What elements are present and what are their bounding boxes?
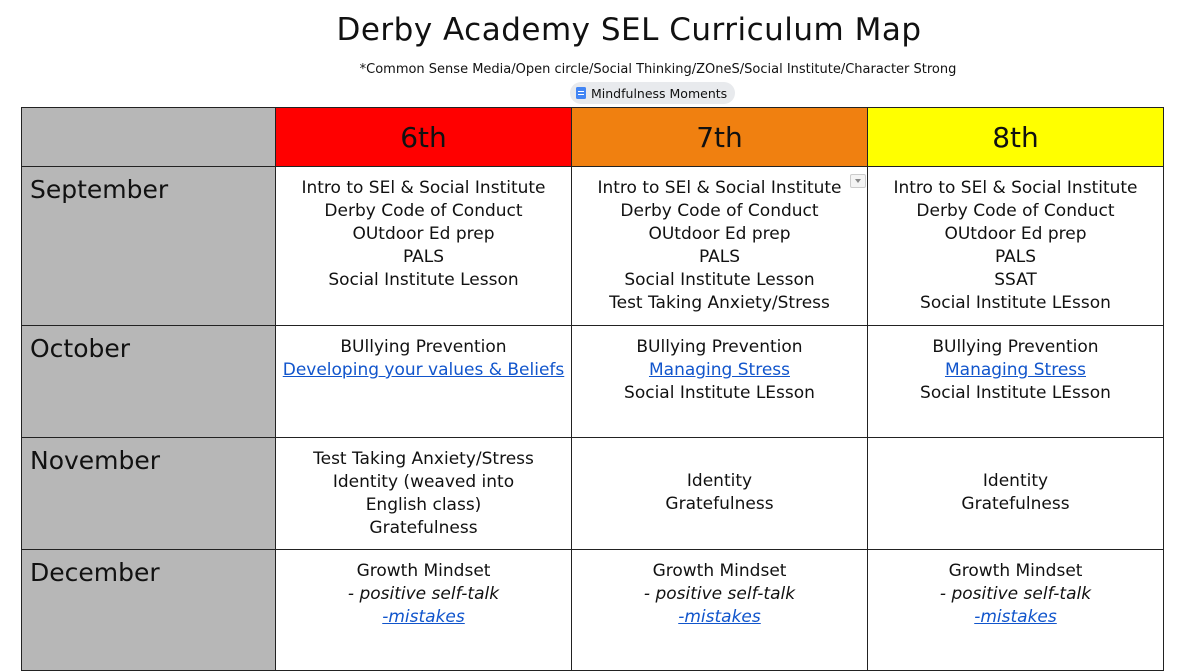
topic: OUtdoor Ed prep xyxy=(352,224,495,244)
header-row xyxy=(22,108,1164,167)
cell-september-8th[interactable] xyxy=(868,167,1164,326)
managing-stress-link[interactable]: Managing Stress xyxy=(648,360,790,380)
topic: Intro to SEl & Social Institute xyxy=(597,178,842,198)
topic: Social Institute LEsson xyxy=(920,383,1111,403)
developing-values-link[interactable]: Developing your values & Beliefs xyxy=(282,360,565,380)
cell-december-7th[interactable] xyxy=(572,550,868,671)
page-title: Derby Academy SEL Curriculum Map xyxy=(336,12,922,48)
topic: OUtdoor Ed prep xyxy=(944,224,1087,244)
corner-cell xyxy=(22,108,276,167)
topic: Gratefulness xyxy=(961,494,1070,514)
topic: Growth Mindset xyxy=(652,561,787,581)
topic: Derby Code of Conduct xyxy=(916,201,1115,221)
topic: Identity xyxy=(686,471,753,491)
topic: Social Institute LEsson xyxy=(920,293,1111,313)
mistakes-link[interactable]: -mistakes xyxy=(974,607,1057,627)
cell-november-6th[interactable] xyxy=(276,438,572,550)
topic: Identity (weaved into English class) xyxy=(332,472,515,515)
mistakes-link[interactable]: -mistakes xyxy=(382,607,465,627)
topic: PALS xyxy=(698,247,741,267)
table-row-september xyxy=(22,167,1164,326)
topic: Gratefulness xyxy=(665,494,774,514)
cell-november-7th[interactable] xyxy=(572,438,868,550)
topic: Test Taking Anxiety/Stress xyxy=(609,293,830,313)
topic: Gratefulness xyxy=(369,518,478,538)
google-doc-icon xyxy=(576,87,586,99)
cell-december-6th[interactable] xyxy=(276,550,572,671)
topic: - positive self-talk xyxy=(347,584,500,604)
chip-label: Mindfulness Moments xyxy=(591,85,728,101)
cell-september-6th[interactable] xyxy=(276,167,572,326)
managing-stress-link[interactable]: Managing Stress xyxy=(944,360,1086,380)
topic: Social Institute LEsson xyxy=(624,383,815,403)
month-cell xyxy=(22,326,276,438)
cell-december-8th[interactable] xyxy=(868,550,1164,671)
cell-november-8th[interactable] xyxy=(868,438,1164,550)
topic: Social Institute Lesson xyxy=(624,270,815,290)
topic: Derby Code of Conduct xyxy=(620,201,819,221)
cell-october-6th[interactable] xyxy=(276,326,572,438)
month-cell xyxy=(22,438,276,550)
month-label: December xyxy=(30,558,160,587)
topic: BUllying Prevention xyxy=(636,337,803,357)
topic: Intro to SEl & Social Institute xyxy=(301,178,546,198)
grade-header-8th: 8th xyxy=(868,108,1164,167)
month-cell xyxy=(22,167,276,326)
mindfulness-moments-chip[interactable] xyxy=(570,82,735,104)
table-row-october xyxy=(22,326,1164,438)
topic: Intro to SEl & Social Institute xyxy=(893,178,1138,198)
topic: Growth Mindset xyxy=(948,561,1083,581)
topic: BUllying Prevention xyxy=(932,337,1099,357)
cell-september-7th[interactable] xyxy=(572,167,868,326)
grade-header-7th: 7th xyxy=(572,108,868,167)
topic: Test Taking Anxiety/Stress xyxy=(313,449,534,469)
table-row-november xyxy=(22,438,1164,550)
topic: PALS xyxy=(402,247,445,267)
curriculum-table xyxy=(21,107,1164,671)
topic: PALS xyxy=(994,247,1037,267)
topic: BUllying Prevention xyxy=(340,337,507,357)
topic: Growth Mindset xyxy=(356,561,491,581)
cell-october-8th[interactable] xyxy=(868,326,1164,438)
topic: - positive self-talk xyxy=(939,584,1092,604)
month-label: October xyxy=(30,334,131,363)
topic: OUtdoor Ed prep xyxy=(648,224,791,244)
month-label: September xyxy=(30,175,169,204)
page-subtitle: *Common Sense Media/Open circle/Social Thinking/ZOneS/Social Institute/Character Strong xyxy=(359,62,957,77)
grade-header-6th: 6th xyxy=(276,108,572,167)
topic: Social Institute Lesson xyxy=(328,270,519,290)
topic: - positive self-talk xyxy=(643,584,796,604)
mistakes-link[interactable]: -mistakes xyxy=(678,607,761,627)
cell-october-7th[interactable] xyxy=(572,326,868,438)
topic: SSAT xyxy=(994,270,1037,290)
topic: Derby Code of Conduct xyxy=(324,201,523,221)
table-row-december xyxy=(22,550,1164,671)
month-label: November xyxy=(30,446,161,475)
topic: Identity xyxy=(982,471,1049,491)
month-cell xyxy=(22,550,276,671)
chevron-down-icon[interactable] xyxy=(850,174,866,188)
